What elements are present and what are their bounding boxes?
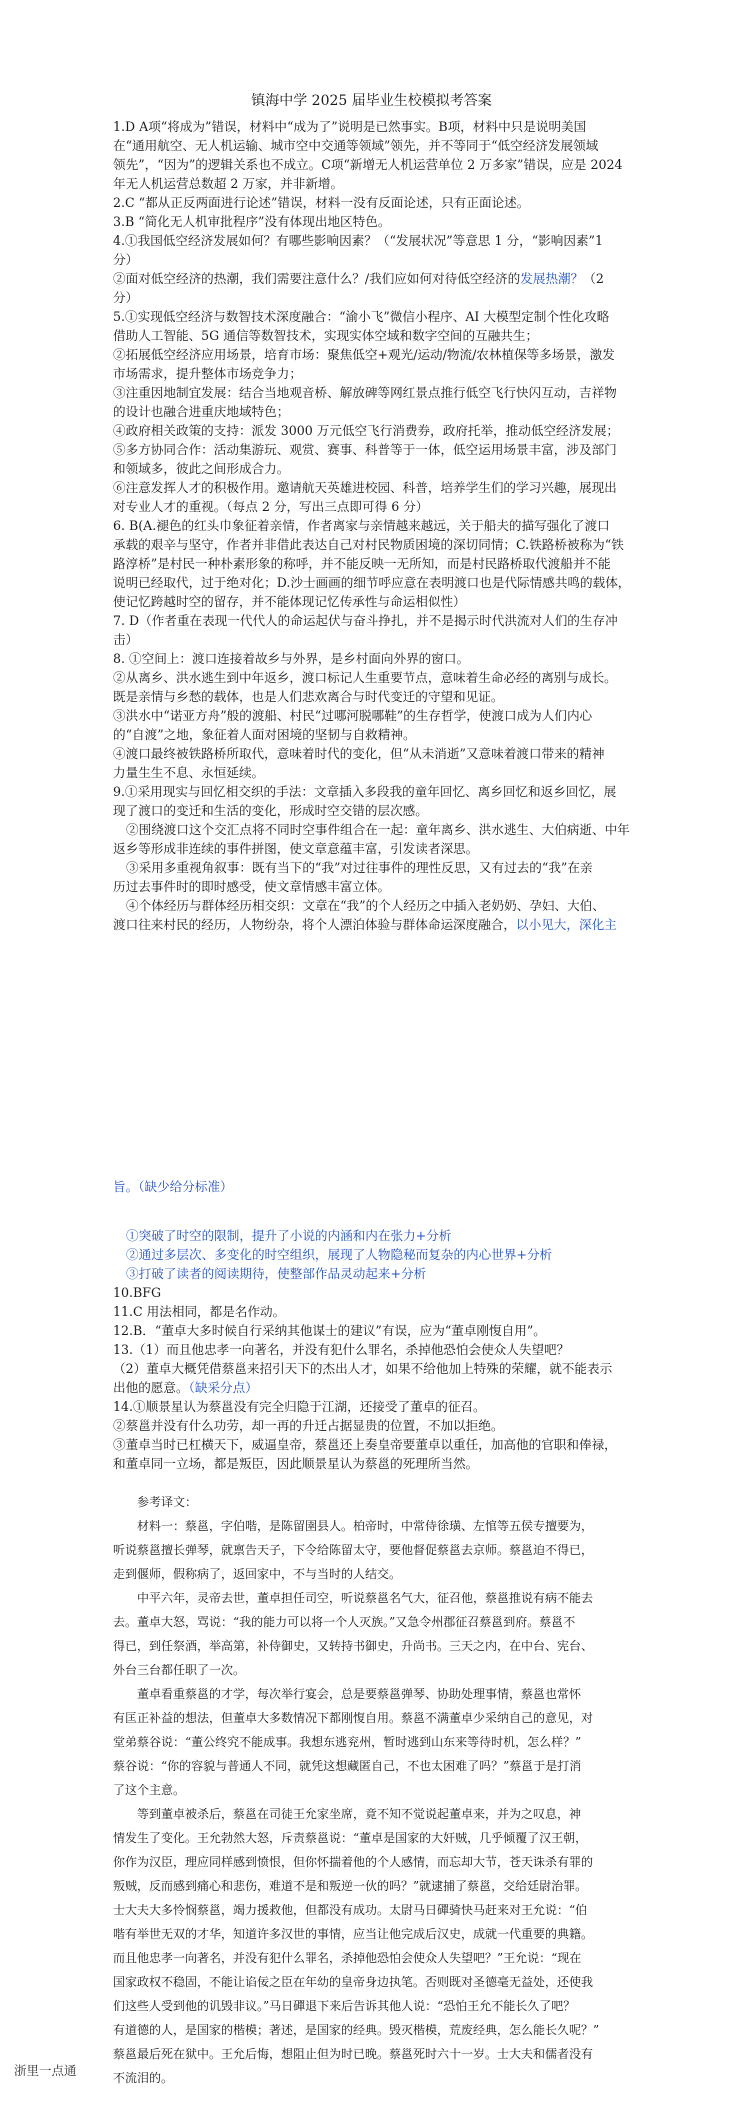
answer-line: 市场需求，提升整体市场竞争力； [113,366,302,381]
document-title: 镇海中学 2025 届毕业生校模拟考答案 [251,93,492,109]
translation-line: 有匡正补益的想法，但董卓大多数情况下都刚愎自用。蔡邕不满董卓少采纳自己的意见，对 [113,1711,594,1725]
answer-line: ③注重因地制宜发展：结合当地观音桥、解放碑等网红景点推行低空飞行快闪互动，吉祥物 [113,385,617,400]
translation-line: 了这个主意。 [113,1783,186,1797]
answer-line: ②围绕渡口这个交汇点将不同时空事件组合在一起：童年离乡、洪水逃生、大伯病逝、中年 [126,822,630,837]
answer-line: 力量生生不息、永恒延续。 [113,765,265,780]
translation-heading: 参考译文： [137,1495,198,1509]
answer-line: ②蔡邕并没有什么功劳，却一再的升迁占据显贵的位置，不加以拒绝。 [113,1418,504,1433]
scoring-note-a: 打破了读者的阅读期待， [138,1266,278,1281]
scoring-note-index: ① [126,1228,139,1243]
translation-line: 外台三台都任职了一次。 [113,1663,246,1677]
translation-line: 叛贼，反而感到痛心和悲伤，难道不是和叛逆一伙的吗？”就逮捕了蔡邕，交给廷尉治罪。 [113,1879,588,1893]
answer-line: 既是亲情与乡愁的载体，也是人们悲欢离合与时代变迁的守望和见证。 [113,689,504,704]
answer-line: ③采用多重视角叙事：既有当下的“我”对过往事件的理性反思，又有过去的“我”在亲 [126,860,593,875]
answer-line: 历过去事件时的即时感受，使文章情感丰富立体。 [113,879,391,894]
answer-line: 分） [113,252,139,267]
answer-line: 领先”，“因为”的逻辑关系也不成立。C项“新增无人机运营单位 2 万多家”错误，应是 2024 [113,157,623,172]
answer-line: 在“通用航空、无人机运输、城市空中交通等领域”领先，并不等同于“低空经济发展领域 [113,138,599,153]
answer-line: 12.B．“董卓大多时候自行采纳其他谋士的建议”有误，应为“董卓刚愎自用”。 [113,1323,546,1338]
answer-line: ⑥注意发挥人才的积极作用。邀请航天英雄进校园、科普，培养学生们的学习兴趣，展现出 [113,480,617,495]
translation-line: 有道德的人，是国家的楷模；著述，是国家的经典。毁灭楷模，荒废经典，怎么能长久呢？” [113,2023,600,2037]
translation-line: 蔡谷说：“你的容貌与普通人不同，就凭这想藏匿自己，不也太困难了吗？”蔡邕于是打消 [113,1759,582,1773]
translation-line: 士大夫大多怜悯蔡邕，竭力援救他，但都没有成功。太尉马日磾骑快马赶来对王允说：“伯 [113,1903,588,1917]
answer-line: ②拓展低空经济应用场景，培育市场：聚焦低空+观光/运动/物流/农林植保等多场景，激发 [113,347,615,362]
q4-2-highlight: 发展热潮？ [520,271,584,286]
answer-line: 现了渡口的变迁和生活的变化，形成时空交错的层次感。 [113,803,428,818]
answer-line: 2.C “都从正反两面进行论述”错误，材料一没有反面论述，只有正面论述。 [113,195,530,210]
q9-continuation-line: 旨。（缺少给分标准） [113,1179,233,1194]
q13-2-text: 出他的愿意。 [113,1380,189,1395]
answer-line: 11.C 用法相同，都是名作动。 [113,1304,286,1319]
answer-line: 对专业人才的重视。（每点 2 分，写出三点即可得 6 分） [113,499,429,514]
answer-line: ②从离乡、洪水逃生到中年返乡，渡口标记人生重要节点，意味着生命必经的离别与成长。 [113,670,617,685]
translation-line: 蔡邕最后死在狱中。王允后悔，想阻止但为时已晚。蔡邕死时六十一岁。士大夫和儒者没有 [113,2047,594,2061]
answer-line: ③洪水中“诺亚方舟”般的渡船、村民“过哪河脱哪鞋”的生存哲学，使渡口成为人们内心 [113,708,593,723]
answer-line: 5.①实现低空经济与数智技术深度融合：“渝小飞”微信小程序、AI 大模型定制个性化攻略 [113,309,610,324]
answer-line: 3.B “简化无人机审批程序”没有体现出地区特色。 [113,214,391,229]
answer-line: 13.（1）而且他忠孝一向著名，并没有犯什么罪名，杀掉他恐怕会使众人失望吧？ [113,1342,570,1357]
answer-line: （2）董卓大概凭借蔡邕来招引天下的杰出人才，如果不给他加上特殊的荣耀，就不能表示 [113,1361,613,1376]
answer-line: 14.①顺景星认为蔡邕没有完全归隐于江湖，还接受了董卓的征召。 [113,1399,486,1414]
answer-line: 分） [113,290,139,305]
answer-line: 4.①我国低空经济发展如何？有哪些影响因素？（“发展状况”等意思 1 分，“影响因素”1 [113,233,603,248]
answer-line: ④政府相关政策的支持：派发 3000 万元低空飞行消费券，政府托举，推动低空经济发展； [113,423,620,438]
translation-line: 中平六年，灵帝去世，董卓担任司空，听说蔡邕名气大，征召他，蔡邕推说有病不能去 [137,1591,594,1605]
q13-2-highlight: （缺采分点） [188,1380,258,1395]
answer-line: 年无人机运营总数超 2 万家，并非新增。 [113,176,344,191]
answer-line: 1.D A项“将成为”错误，材料中“成为了”说明是已然事实。B项，材料中只是说明美国 [113,119,587,134]
answer-line: 击） [113,632,139,647]
translation-line: 喈有举世无双的才华，知道许多汉世的事情，应当让他完成后汉史，成就一代重要的典籍。 [113,1927,594,1941]
answer-line: 8. ①空间上：渡口连接着故乡与外界，是乡村面向外界的窗口。 [113,651,470,666]
scoring-note-b: 提升了小说的内涵和内在张力+分析 [251,1228,452,1243]
answer-line-q4-2 [113,269,646,288]
translation-line: 们这些人受到他的讥毁非议。”马日磾退下来后告诉其他人说：“恐怕王允不能长久了吧？ [113,1999,576,2013]
answers-q5-q9 [113,307,646,934]
answer-line: 9.①采用现实与回忆相交织的手法：文章插入多段我的童年回忆、离乡回忆和返乡回忆，展 [113,784,617,799]
answer-line: 7. D（作者重在表现一代代人的命运起伏与奋斗挣扎，并不是揭示时代洪流对人们的生存冲 [113,613,618,628]
footer-watermark: 浙里一点通 [14,2063,77,2078]
translation-line: 堂弟蔡谷说：“董公终究不能成事。我想东逃兖州，暂时逃到山东来等待时机，怎么样？” [113,1735,582,1749]
reference-translation [113,1490,646,2090]
answer-line: ⑤多方协同合作：活动集游玩、观赏、赛事、科普等于一体，低空运用场景丰富，涉及部门 [113,442,617,457]
answer-line: 的设计也融合进重庆地域特色； [113,404,290,419]
answer-line-q9-4 [113,915,646,934]
answer-line: ③董卓当时已杠横天下，威逼皇帝，蔡邕还上奏皇帝要董卓以重任，加高他的官职和俸禄， [113,1437,617,1452]
q9-4-highlight: 以小见大，深化主 [516,917,617,932]
q4-2-tail: （2 [583,271,604,286]
scoring-note-2 [113,1245,646,1264]
answer-line: 和领域多，彼此之间形成合力。 [113,461,290,476]
translation-line: 走到偃师，假称病了，返回家中，不与当时的人结交。 [113,1567,402,1581]
answer-line: 6. B(A.褪色的红头巾象征着亲情，作者离家与亲情越来越远，关于船夫的描写强化了渡口 [113,518,610,533]
q9-4-text: 渡口往来村民的经历，人物纷杂，将个人漂泊体验与群体命运深度融合， [113,917,516,932]
answer-line: 使记忆跨越时空的留存，并不能体现记忆传承性与命运相似性） [113,594,466,609]
translation-line: 情发生了变化。王允勃然大怒，斥责蔡邕说：“董卓是国家的大奸贼，几乎倾覆了汉王朝， [113,1831,588,1845]
scoring-note-a: 通过多层次、多变化的时空组织， [138,1247,328,1262]
translation-line: 董卓看重蔡邕的才学，每次举行宴会，总是要蔡邕弹琴、协助处理事情，蔡邕也常怀 [137,1687,582,1701]
scoring-note-b: 使整部作品灵动起来+分析 [277,1266,427,1281]
answers-q1-q4 [113,117,646,307]
scoring-note-b: 展现了人物隐秘而复杂的内心世界+分析 [327,1247,553,1262]
answer-line: 10.BFG [113,1285,162,1300]
answer-line: ④渡口最终被铁路桥所取代，意味着时代的变化，但“从未消逝”又意味着渡口带来的精神 [113,746,605,761]
scoring-note-a: 突破了时空的限制， [138,1228,252,1243]
answer-line: 借助人工智能、5G 通信等数智技术，实现实体空域和数字空间的互融共生； [113,328,539,343]
translation-line: 去。董卓大怒，骂说：“我的能力可以将一个人灭族。”又急令州郡征召蔡邕到府。蔡邕不 [113,1615,576,1629]
answer-line: ④个体经历与群体经历相交织：文章在“我”的个人经历之中插入老奶奶、孕妇、大伯、 [126,898,605,913]
answer-line: 说明已经取代，过于绝对化；D.沙士画画的细节呼应意在表明渡口也是代际情感共鸣的载体， [113,575,631,590]
answer-line: 和董卓同一立场，都是叛臣，因此顺景星认为蔡邕的死理所当然。 [113,1456,479,1471]
scoring-notes [113,1226,646,1473]
q9-continuation [113,1177,646,1196]
translation-line: 不流泪的。 [113,2071,174,2085]
translation-line: 等到董卓被杀后，蔡邕在司徒王允家坐席，竟不知不觉说起董卓来，并为之叹息，神 [137,1807,582,1821]
scoring-note-index: ② [126,1247,139,1262]
answer-line-q13-2 [113,1378,646,1397]
translation-line: 听说蔡邕擅长弹琴，就禀告天子，下令给陈留太守，要他督促蔡邕去京师。蔡邕迫不得已， [113,1543,594,1557]
answer-line: 返乡等形成非连续的事件拼图，使文章意蕴丰富，引发读者深思。 [113,841,479,856]
translation-line: 而且他忠孝一向著名，并没有犯什么罪名，杀掉他恐怕会使众人失望吧？”王允说：“现在 [113,1951,582,1965]
translation-line: 材料一：蔡邕，字伯喈，是陈留圉县人。柏帝时，中常侍徐璜、左悺等五侯专擅要为， [137,1519,594,1533]
q4-2-text: ②面对低空经济的热潮，我们需要注意什么？/我们应如何对待低空经济的 [113,271,521,286]
translation-line: 国家政权不稳固，不能让谄佞之臣在年幼的皇帝身边执笔。否则既对圣德毫无益处，还使我 [113,1975,594,1989]
translation-line: 你作为汉臣，理应同样感到愤恨，但你怀揣着他的个人感情，而忘却大节，苍天诛杀有罪的 [113,1855,594,1869]
scoring-note-3 [113,1264,646,1283]
answer-line: 路淳桥”是村民一种朴素形象的称呼，并不能反映一无所知，而是村民路桥取代渡船并不能 [113,556,611,571]
answer-line: 的“自渡”之地，象征着人面对困境的坚韧与自救精神。 [113,727,416,742]
answer-line: 承载的艰辛与坚守，作者并非借此表达自己对村民物质困境的深切同情；C.铁路桥被称为“铁 [113,537,624,552]
scoring-note-index: ③ [126,1266,139,1281]
scoring-note-1 [113,1226,646,1245]
translation-line: 得已，到任祭酒，举高第，补侍御史，又转持书御史，升尚书。三天之内，在中台、宪台、 [113,1639,594,1653]
